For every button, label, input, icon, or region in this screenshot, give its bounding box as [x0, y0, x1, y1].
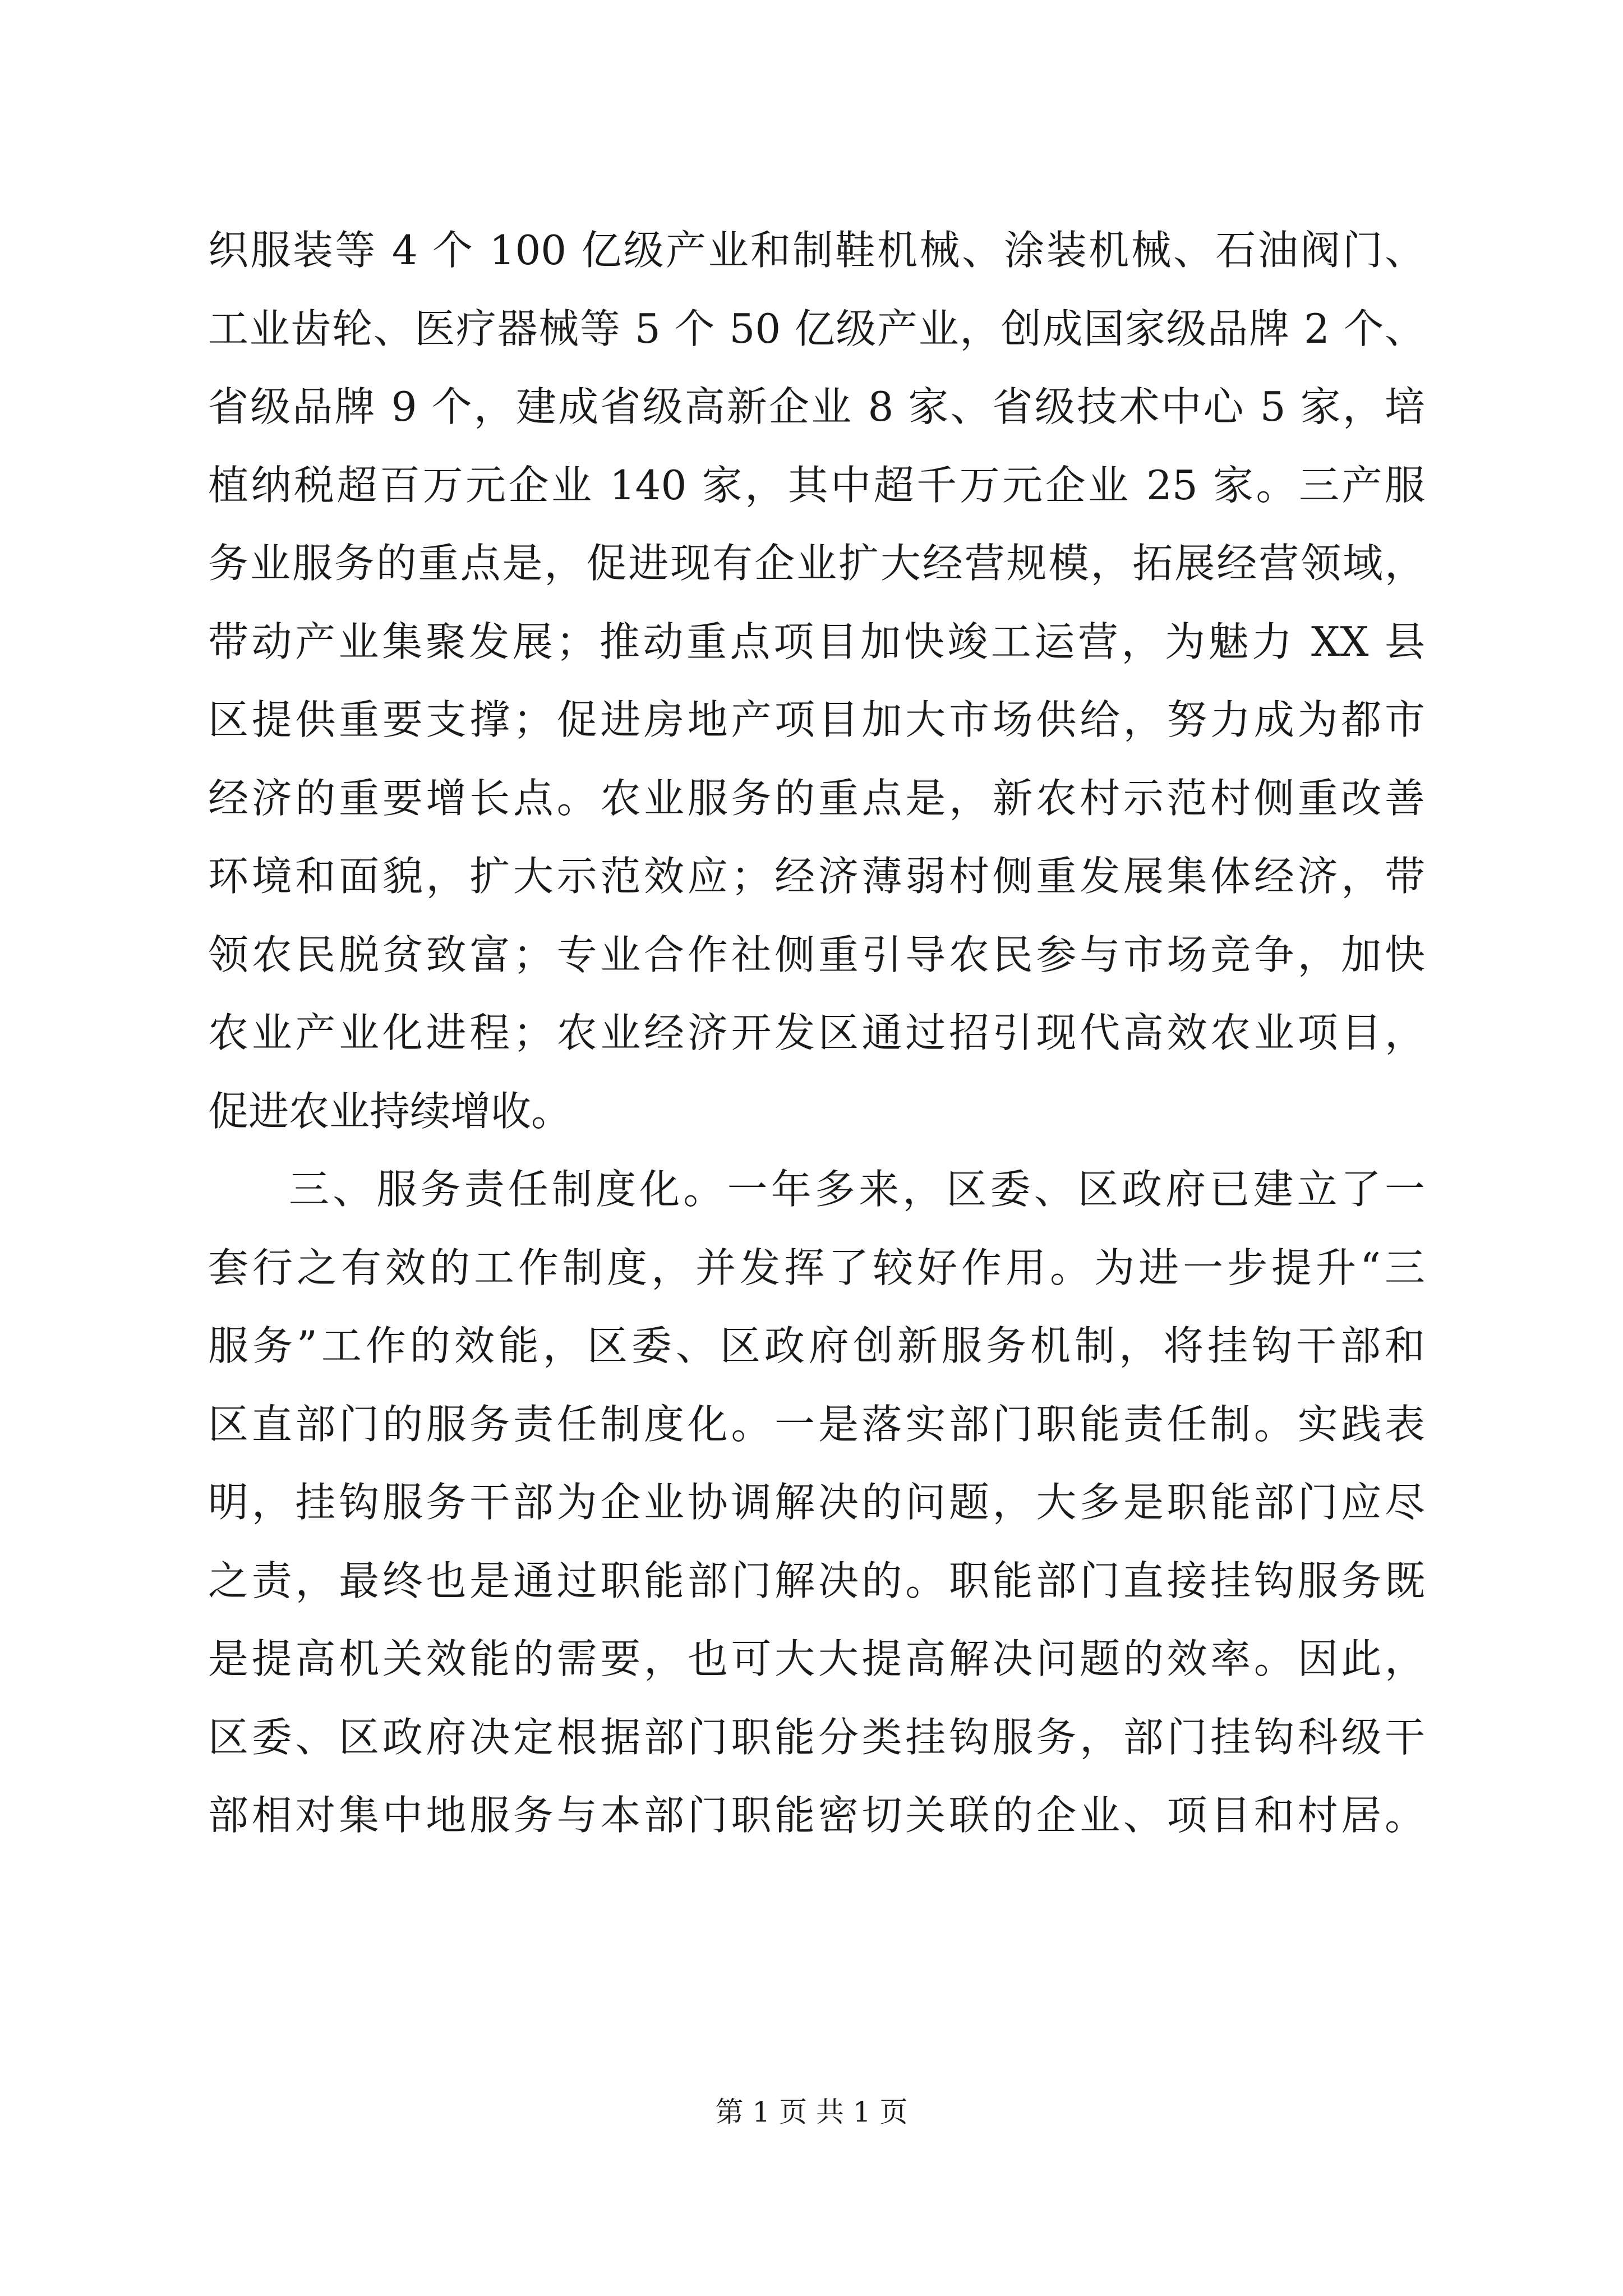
text-line: 之责，最终也是通过职能部门解决的。职能部门直接挂钩服务既: [208, 1557, 1425, 1604]
text-line: 区委、区政府决定根据部门职能分类挂钩服务，部门挂钩科级干: [208, 1713, 1425, 1761]
text-line: 农业产业化进程；农业经济开发区通过招引现代高效农业项目，: [208, 1009, 1425, 1056]
text-line: 带动产业集聚发展；推动重点项目加快竣工运营，为魅力 XX 县: [208, 618, 1425, 665]
text-line: 织服装等 4 个 100 亿级产业和制鞋机械、涂装机械、石油阀门、: [208, 227, 1425, 274]
text-line: 促进农业持续增收。: [208, 1087, 572, 1135]
text-line: 务业服务的重点是，促进现有企业扩大经营规模，拓展经营领域，: [208, 540, 1425, 587]
text-line: 套行之有效的工作制度，并发挥了较好作用。为进一步提升“三: [208, 1244, 1425, 1291]
page-number-footer: 第 1 页 共 1 页: [715, 2096, 908, 2128]
text-line: 植纳税超百万元企业 140 家，其中超千万元企业 25 家。三产服: [208, 461, 1425, 509]
text-line: 区提供重要支撑；促进房地产项目加大市场供给，努力成为都市: [208, 696, 1425, 743]
paragraph-first-line: 三、服务责任制度化。一年多来，区委、区政府已建立了一: [289, 1166, 1425, 1213]
text-line: 是提高机关效能的需要，也可大大提高解决问题的效率。因此，: [208, 1635, 1425, 1682]
text-line: 服务”工作的效能，区委、区政府创新服务机制，将挂钩干部和: [208, 1322, 1425, 1369]
text-line: 省级品牌 9 个，建成省级高新企业 8 家、省级技术中心 5 家，培: [208, 383, 1425, 430]
text-line: 领农民脱贫致富；专业合作社侧重引导农民参与市场竞争，加快: [208, 931, 1425, 978]
text-line: 区直部门的服务责任制度化。一是落实部门职能责任制。实践表: [208, 1400, 1425, 1448]
text-line: 环境和面貌，扩大示范效应；经济薄弱村侧重发展集体经济，带: [208, 853, 1425, 900]
text-line: 部相对集中地服务与本部门职能密切关联的企业、项目和村居。: [208, 1792, 1425, 1839]
document-body: [208, 211, 1425, 1855]
text-line: 明，挂钩服务干部为企业协调解决的问题，大多是职能部门应尽: [208, 1479, 1425, 1526]
text-line: 经济的重要增长点。农业服务的重点是，新农村示范村侧重改善: [208, 774, 1425, 822]
text-line: 工业齿轮、医疗器械等 5 个 50 亿级产业，创成国家级品牌 2 个、: [208, 305, 1425, 352]
